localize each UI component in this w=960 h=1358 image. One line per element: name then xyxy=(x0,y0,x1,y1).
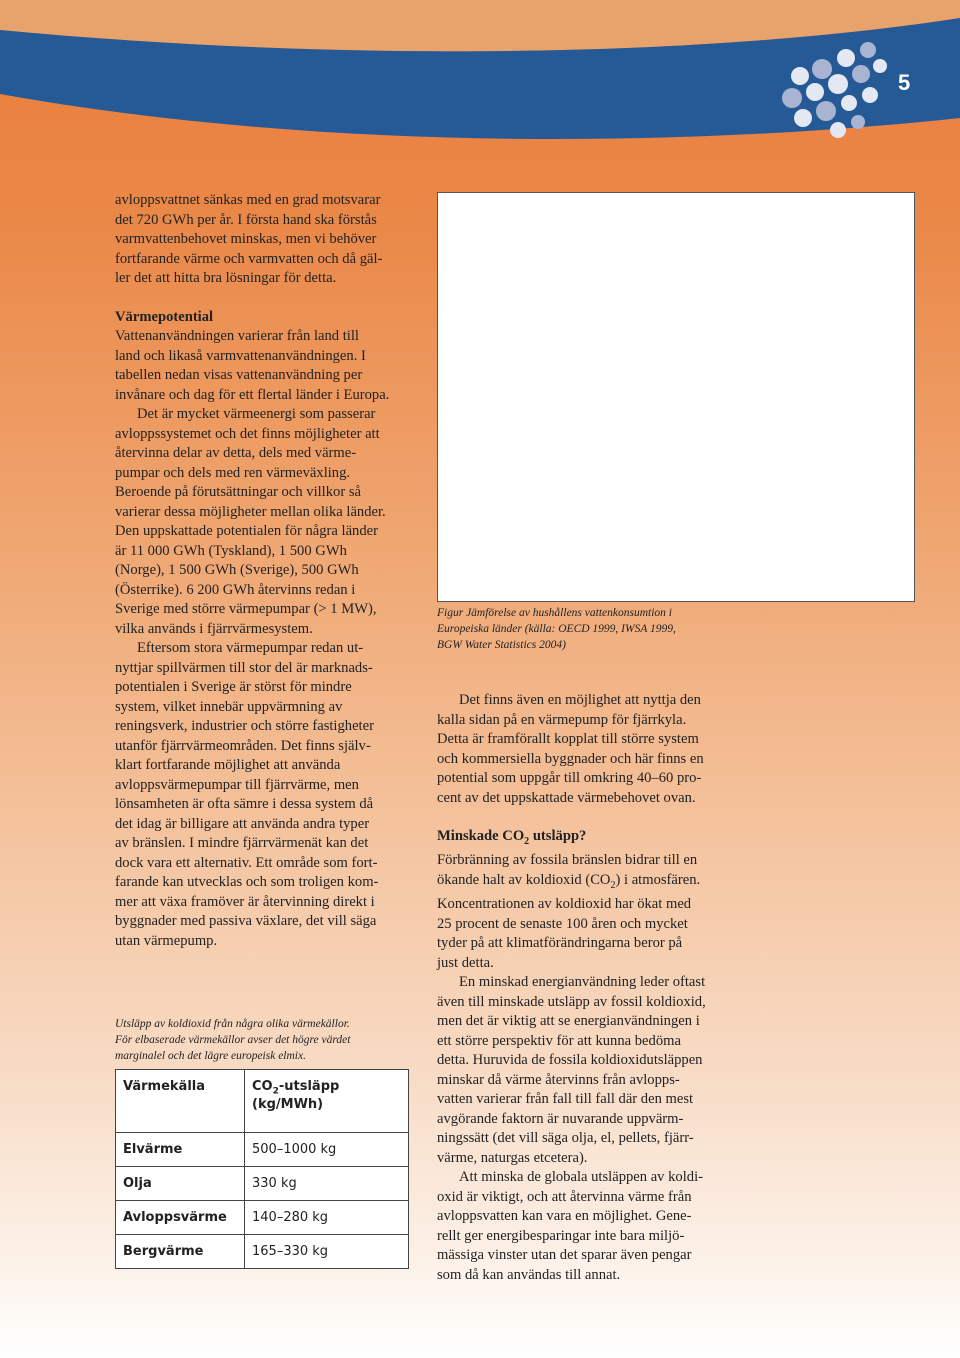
section-heading: Värmepotential xyxy=(115,308,214,325)
page-number: 5 xyxy=(898,70,911,95)
subscript: 2 xyxy=(610,879,616,891)
text-line: utanför fjärrvärmeområden. Det finns själv- xyxy=(115,737,371,754)
text-line: Beroende på förutsättningar och villkor så xyxy=(115,484,361,500)
text-line: Sverige med större värmepumpar (> 1 MW), xyxy=(115,601,377,617)
text-line: Förbränning av fossila bränslen bidrar till en xyxy=(437,852,698,869)
text-line: reningsverk, industrier och större fastigheter xyxy=(115,718,374,734)
text-line: avloppsvatten kan vara en möjlighet. Gene- xyxy=(437,1208,692,1225)
text-line: det idag är billigare att använda andra typer xyxy=(115,815,370,832)
text-line: avloppssystemet och det finns möjligheter att xyxy=(115,425,380,442)
header-banner xyxy=(0,0,960,170)
text-line: mässiga vinster utan det sparar även pengar xyxy=(437,1247,692,1264)
caption-line: Utsläpp av koldioxid från några olika värmekällor. xyxy=(115,1018,350,1030)
text-line: dock vara ett alternativ. Ett område som fort- xyxy=(115,854,378,871)
text-line: system, vilket innebär uppvärmning av xyxy=(115,698,343,715)
text-line: detta. Huruvida de fossila koldioxidutsläppen xyxy=(437,1052,703,1069)
text-line: En minskad energianvändning leder oftast xyxy=(459,974,706,991)
caption-line: Europeiska länder (källa: OECD 1999, IWSA 1999, xyxy=(437,623,676,635)
header-text: -utsläpp xyxy=(278,1079,340,1094)
text-line: avloppsvattnet sänkas med en grad motsvarar xyxy=(115,192,381,208)
text-line: kalla sidan på en värmepump för fjärrkyla. xyxy=(437,711,687,728)
paragraph xyxy=(437,973,737,1168)
text-line: cent av det uppskattade värmebehovet ovan. xyxy=(437,789,696,806)
text-line: även till minskade utsläpp av fossil koldioxid, xyxy=(437,993,706,1010)
caption-line: För elbaserade värmekällor avser det högre värdet xyxy=(115,1034,351,1046)
subscript: 2 xyxy=(524,835,530,847)
header-emission xyxy=(245,1070,409,1133)
table-header-row xyxy=(116,1070,409,1133)
text-line: Vattenanvändningen varierar från land till xyxy=(115,328,359,344)
text-line: just detta. xyxy=(437,954,494,971)
text-line: ningssätt (det vill säga olja, el, pellets, fjärr- xyxy=(437,1130,694,1147)
table-cell-value: 165–330 kg xyxy=(245,1234,409,1268)
text-line: vatten varierar från fall till fall där den mest xyxy=(437,1091,694,1108)
text-line: vilka används i fjärrvärmesystem. xyxy=(115,620,313,637)
table-cell-value: 500–1000 kg xyxy=(245,1132,409,1166)
text-line: oxid är viktigt, och att återvinna värme från xyxy=(437,1188,692,1205)
text-line: Att minska de globala utsläppen av koldi- xyxy=(459,1169,703,1186)
left-column xyxy=(115,191,413,951)
text-line: utan värmepump. xyxy=(115,932,218,949)
table-cell-source: Olja xyxy=(116,1166,245,1200)
text-line: avgörande faktorn är nuvarande uppvärm- xyxy=(437,1110,684,1127)
text-line: farande kan utvecklas och som troligen kom- xyxy=(115,874,379,890)
intro-paragraph xyxy=(115,191,413,289)
text-line: värme, naturgas etcetera). xyxy=(437,1149,588,1166)
table-row xyxy=(116,1234,409,1268)
text-line: Det finns även en möjlighet att nyttja den xyxy=(459,692,701,708)
text-line: är 11 000 GWh (Tyskland), 1 500 GWh xyxy=(115,542,347,559)
text-line: fortfarande värme och varmvatten och då gäl- xyxy=(115,250,383,267)
caption-line: BGW Water Statistics 2004) xyxy=(437,639,566,651)
text-line: mer att växa framöver är återvinning direkt i xyxy=(115,893,375,910)
text-line: invånare och dag för ett flertal länder i Europa. xyxy=(115,386,390,403)
text-line: ett större perspektiv för att kunna bedöma xyxy=(437,1032,681,1049)
table-caption xyxy=(115,1016,415,1064)
text-line: ökande halt av koldioxid (CO xyxy=(437,871,611,888)
heading-text: utsläpp? xyxy=(529,828,587,844)
text-line: men det är viktig att se energianvändningen i xyxy=(437,1013,700,1030)
paragraph xyxy=(115,639,413,951)
text-line: tabellen nedan visas vattenanvändning per xyxy=(115,367,363,383)
text-line: Den uppskattade potentialen för några länder xyxy=(115,523,378,539)
table-cell-source: Avloppsvärme xyxy=(116,1200,245,1234)
figure-placeholder xyxy=(437,192,915,602)
table-cell-source: Elvärme xyxy=(116,1132,245,1166)
section-heading xyxy=(437,827,737,851)
text-line: pumpar och dels med ren värmeväxling. xyxy=(115,464,351,481)
text-line: nyttjar spillvärmen till stor del är marknads- xyxy=(115,659,373,676)
text-line: Koncentrationen av koldioxid har ökat med xyxy=(437,896,692,913)
text-line: (Österrike). 6 200 GWh återvinns redan i xyxy=(115,581,356,598)
caption-line: marginalel och det lägre europeisk elmix. xyxy=(115,1050,306,1062)
text-line: 25 procent de senaste 100 åren och mycket xyxy=(437,915,688,932)
text-line: Detta är framförallt kopplat till större system xyxy=(437,731,699,747)
text-line: klart fortfarande möjlighet att använda xyxy=(115,757,341,773)
header-source: Värmekälla xyxy=(116,1070,245,1133)
text-line: varierar dessa möjligheter mellan olika länder. xyxy=(115,503,386,520)
table-row xyxy=(116,1132,409,1166)
paragraph xyxy=(115,405,413,639)
text-line: avloppsvärmepumpar till fjärrvärme, men xyxy=(115,776,359,793)
table-cell-value: 140–280 kg xyxy=(245,1200,409,1234)
text-line: varmvattenbehovet minskas, men vi behöver xyxy=(115,231,377,247)
text-line: det 720 GWh per år. I första hand ska förstås xyxy=(115,211,377,228)
text-line: ler det att hitta bra lösningar för detta. xyxy=(115,270,337,286)
text-line: potential som uppgår till omkring 40–60 pro- xyxy=(437,770,702,786)
text-line: potentialen i Sverige är störst för mindre xyxy=(115,679,352,695)
emissions-table xyxy=(115,1069,409,1269)
caption-line: Figur Jämförelse av hushållens vattenkonsumtion i xyxy=(437,607,672,619)
text-line: land och likaså varmvattenanvändningen. I xyxy=(115,347,366,364)
text-line: som då kan användas till annat. xyxy=(437,1266,621,1283)
header-text: CO xyxy=(252,1079,273,1094)
table-cell-value: 330 kg xyxy=(245,1166,409,1200)
text-line: av bränslen. I mindre fjärrvärmenät kan det xyxy=(115,835,369,851)
text-line: Det är mycket värmeenergi som passerar xyxy=(137,406,376,422)
heading-text: Minskade CO xyxy=(437,828,525,844)
text-line: tyder på att klimatförändringarna beror på xyxy=(437,935,683,952)
paragraph xyxy=(115,327,413,405)
text-line: minskar då värme återvinns från avlopps- xyxy=(437,1071,680,1088)
text-line: (Norge), 1 500 GWh (Sverige), 500 GWh xyxy=(115,562,359,578)
text-line: återvinna delar av detta, dels med värme- xyxy=(115,445,357,461)
right-column xyxy=(437,691,737,1285)
header-unit: (kg/MWh) xyxy=(252,1096,324,1112)
text-line: Eftersom stora värmepumpar redan ut- xyxy=(137,640,364,656)
subscript: 2 xyxy=(272,1086,279,1097)
table-row xyxy=(116,1200,409,1234)
paragraph xyxy=(437,851,737,973)
text-line: lönsamheten är ofta sämre i dessa system då xyxy=(115,796,374,812)
text-line: och kommersiella byggnader och här finns en xyxy=(437,750,704,767)
text-line: byggnader med passiva växlare, det vill säga xyxy=(115,913,377,929)
paragraph xyxy=(437,691,737,808)
text-line: ) i atmosfären. xyxy=(615,871,701,888)
paragraph xyxy=(437,1168,737,1285)
table-cell-source: Bergvärme xyxy=(116,1234,245,1268)
figure-caption xyxy=(437,605,737,653)
table-row xyxy=(116,1166,409,1200)
text-line: rellt ger energibesparingar inte bara miljö- xyxy=(437,1227,685,1244)
